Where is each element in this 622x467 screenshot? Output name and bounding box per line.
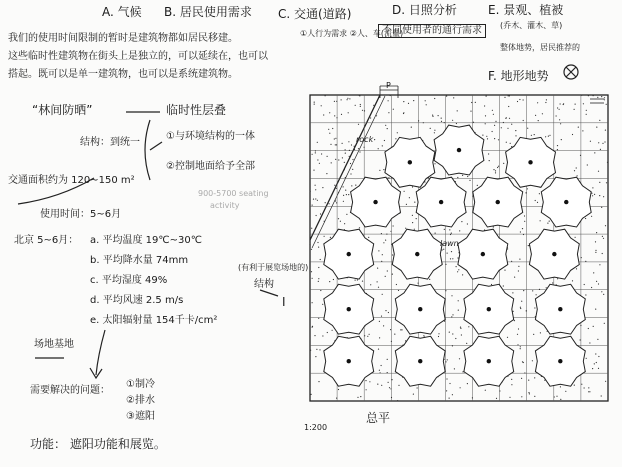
tree-trunk [564, 200, 568, 204]
heading-sun-analysis: D. 日照分析 [392, 3, 457, 17]
tree-trunk [347, 307, 351, 311]
function-note: 功能： 遮阳功能和展览。 [30, 437, 166, 451]
climate-item: e. 太阳辐射量 154千卡/cm² [90, 315, 218, 326]
area-note: 交通面积约为 120~150 m² [8, 175, 135, 186]
tree-trunk [347, 359, 351, 363]
tree-trunk [457, 148, 461, 152]
problem-item: ③遮阳 [126, 411, 155, 422]
tree-trunk [558, 359, 562, 363]
tree-trunk [496, 200, 500, 204]
roman-numeral: I [282, 295, 286, 309]
heading-traffic-sub: ①人行为需求 ②人、车(流量) [300, 29, 404, 38]
landscape-note: 整体地势，居民推荐的 [500, 43, 580, 52]
branch-note-1: 结构：到统一 [80, 137, 140, 148]
faint-note-2: activity [210, 201, 240, 210]
tree-trunk [418, 359, 422, 363]
climate-title: 北京 5~6月： [14, 235, 79, 246]
period-note: 使用时间：5~6月 [40, 209, 122, 220]
climate-item: a. 平均温度 19℃~30℃ [90, 235, 202, 246]
branch-note-1b: ①与环境结构的一体 [166, 131, 255, 142]
faint-note: 900-5700 seating [198, 189, 269, 198]
tree-trunk [487, 359, 491, 363]
intro-line-3: 搭起。既可以是单一建筑物，也可以是系统建筑物。 [8, 69, 238, 80]
heading-traffic: C. 交通(道路) [278, 7, 352, 21]
tree-trunk [481, 252, 485, 256]
plan-tag: P [386, 81, 391, 90]
scale-label: 1:200 [304, 423, 328, 432]
lawn-label: lawn [440, 239, 459, 248]
site-label: 场地基地 [34, 339, 74, 350]
heading-climate: A. 气候 [102, 5, 142, 19]
problems-title: 需要解决的问题： [30, 385, 110, 396]
climate-item: b. 平均降水量 74mm [90, 255, 189, 266]
tree-trunk [552, 252, 556, 256]
concept-arrow-note: 临时性层叠 [166, 103, 227, 117]
intro-line-2: 这些临时性建筑物在街头上是独立的，可以延续在，也可以 [8, 51, 268, 62]
side-note-2: 结构 [254, 279, 274, 290]
concept-title: “林间防晒” [32, 103, 93, 117]
rock-label: rock [356, 135, 374, 144]
heading-sun-sub: 不同使用者的通行需求 [378, 24, 486, 38]
tree-trunk [487, 307, 491, 311]
tree-trunk [373, 200, 377, 204]
plan-title: 总平 [366, 411, 391, 425]
intro-line-1: 我们的使用时间限制的暂时是建筑物都如居民移建。 [8, 33, 238, 44]
tree-trunk [558, 307, 562, 311]
tree-trunk [347, 252, 351, 256]
tree-trunk [408, 160, 412, 164]
tree-trunk [418, 307, 422, 311]
side-note-1: (有利于展览场地的) [238, 263, 309, 272]
problem-item: ②排水 [126, 395, 155, 406]
heading-landscape-sub: (乔木、灌木、草) [500, 21, 563, 30]
climate-item: d. 平均风速 2.5 m/s [90, 295, 184, 306]
branch-note-2: ②控制地面给予全部 [166, 161, 255, 172]
tree-trunk [415, 252, 419, 256]
problem-item: ①制冷 [126, 379, 155, 390]
heading-terrain: F. 地形地势 [488, 69, 549, 83]
tree-trunk [439, 200, 443, 204]
heading-landscape: E. 景观、植被 [488, 3, 564, 17]
heading-resident-needs: B. 居民使用需求 [164, 5, 252, 19]
climate-item: c. 平均湿度 49% [90, 275, 168, 286]
tree-trunk [528, 160, 532, 164]
